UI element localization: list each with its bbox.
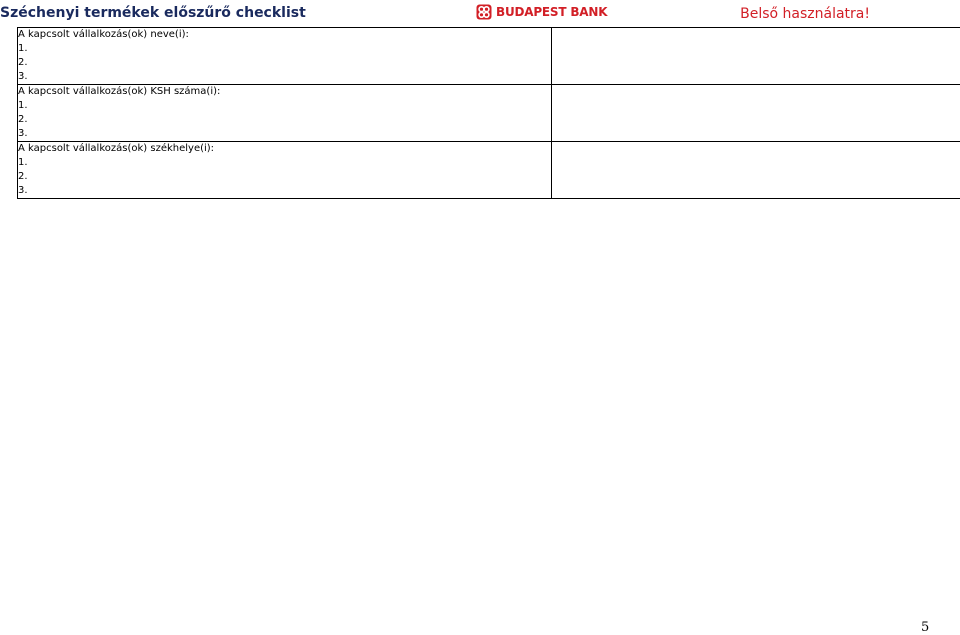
headquarters-label: A kapcsolt vállalkozás(ok) székhelye(i): bbox=[18, 143, 215, 154]
company-names-answer-field[interactable] bbox=[552, 28, 960, 85]
ksh-numbers-answer-field[interactable] bbox=[552, 85, 960, 142]
company-names-cell bbox=[18, 28, 552, 85]
page-header bbox=[0, 0, 960, 27]
list-item: 2. bbox=[18, 171, 28, 182]
document-title: Széchenyi termékek előszűrő checklist bbox=[0, 5, 306, 21]
list-item: 3. bbox=[18, 185, 28, 196]
bank-logo bbox=[476, 4, 607, 20]
list-item: 1. bbox=[18, 157, 28, 168]
list-item: 2. bbox=[18, 57, 28, 68]
list-item: 3. bbox=[18, 71, 28, 82]
headquarters-answer-field[interactable] bbox=[552, 142, 960, 199]
internal-use-label: Belső használatra! bbox=[740, 6, 870, 22]
list-item: 3. bbox=[18, 128, 28, 139]
headquarters-cell bbox=[18, 142, 552, 199]
bank-name: BUDAPEST BANK bbox=[496, 5, 608, 19]
ksh-numbers-label: A kapcsolt vállalkozás(ok) KSH száma(i): bbox=[18, 86, 221, 97]
page-number: 5 bbox=[921, 620, 930, 635]
company-names-label: A kapcsolt vállalkozás(ok) neve(i): bbox=[18, 29, 189, 40]
list-item: 2. bbox=[18, 114, 28, 125]
ksh-numbers-cell bbox=[18, 85, 552, 142]
table-row bbox=[18, 28, 960, 85]
table-row bbox=[18, 85, 960, 142]
related-companies-table bbox=[17, 27, 960, 199]
list-item: 1. bbox=[18, 43, 28, 54]
list-item: 1. bbox=[18, 100, 28, 111]
bank-emblem-icon bbox=[476, 4, 492, 20]
table-row bbox=[18, 142, 960, 199]
